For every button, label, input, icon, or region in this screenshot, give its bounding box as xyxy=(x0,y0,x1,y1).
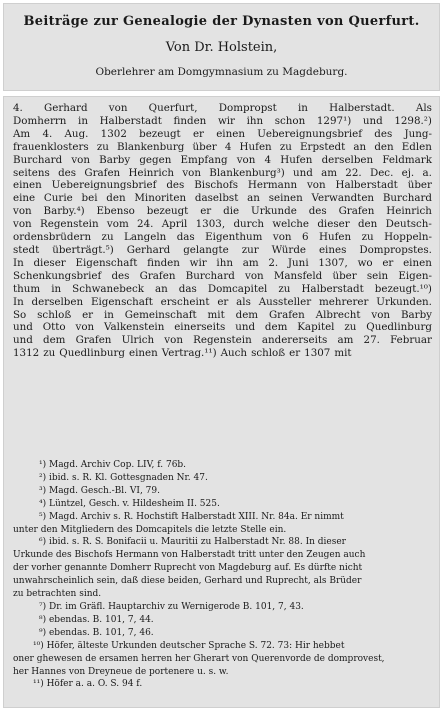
text-line: ordensbrüdern zu Langeln das Eigenthum von 6 Hufen zu Hoppeln- xyxy=(13,231,432,244)
footnote-line: ⁵) Magd. Archiv s. R. Hochstift Halberstadt XIII. Nr. 84a. Er nimmt xyxy=(39,511,344,522)
author-line: Von Dr. Holstein, xyxy=(165,40,278,55)
author-role: Oberlehrer am Domgymnasium zu Magdeburg. xyxy=(95,66,348,78)
article-title: Beiträge zur Genealogie der Dynasten von Querfurt. xyxy=(23,14,420,29)
text-line: In dieser Eigenschaft finden wir ihn am 2. Juni 1307, wo er einen xyxy=(13,256,432,269)
text-line: von Regenstein vom 24. April 1303, durch welche dieser den Deutsch- xyxy=(13,218,432,231)
main-paragraph xyxy=(13,102,432,360)
footnote-line: Urkunde des Bischofs Hermann von Halberstadt tritt unter den Zeugen auch xyxy=(13,550,366,561)
text-line: eine Curie bei den Minoriten daselbst an seinen Verwandten Burchard xyxy=(13,192,432,205)
footnote-line: der vorher genannte Domherr Ruprecht von Magdeburg auf. Es dürfte nicht xyxy=(13,563,363,574)
text-line: Am 4. Aug. 1302 bezeugt er einen Uebereignungsbrief des Jung- xyxy=(13,127,432,140)
text-line: und Otto von Valkenstein einerseits und dem Kapitel zu Quedlinburg xyxy=(13,321,432,334)
footnote-line: ⁸) ebendas. B. 101, 7, 44. xyxy=(39,614,154,625)
text-line: Domherrn in Halberstadt finden wir ihn schon 1297¹) und 1298.²) xyxy=(13,114,432,127)
footnote-line: ³) Magd. Gesch.-Bl. VI, 79. xyxy=(39,485,160,496)
text-line: stedt überträgt.⁵) Gerhard gelangte zur Würde eines Dompropstes. xyxy=(13,243,432,256)
text-line: Schenkungsbrief des Grafen Burchard von Mansfeld über sein Eigen- xyxy=(13,269,432,282)
footnote-line: unwahrscheinlich sein, daß diese beiden, Gerhard und Ruprecht, als Brüder xyxy=(13,576,362,587)
text-line: thum in Schwanebeck an das Domcapitel zu Halberstadt bezeugt.¹⁰) xyxy=(13,282,432,295)
text-line: 1312 zu Quedlinburg einen Vertrag.¹¹) Auch schloß er 1307 mit xyxy=(13,347,352,360)
footnote-line: ¹¹) Höfer a. a. O. S. 94 f. xyxy=(33,679,143,690)
body-panel xyxy=(3,96,440,708)
text-line: In derselben Eigenschaft erscheint er als Aussteller mehrerer Urkunden. xyxy=(13,295,432,308)
footnote-line: her Hannes von Dreyneue de portenere u. s. w. xyxy=(13,666,229,677)
footnote-line: ¹) Magd. Archiv Cop. LIV, f. 76b. xyxy=(39,460,187,470)
footnote-line: ⁹) ebendas. B. 101, 7, 46. xyxy=(39,627,154,638)
footnote-line: ⁷) Dr. im Gräfl. Hauptarchiv zu Wernigerode B. 101, 7, 43. xyxy=(39,601,304,612)
footnote-line: zu betrachten sind. xyxy=(13,589,102,600)
text-line: 4. Gerhard von Querfurt, Dompropst in Halberstadt. Als xyxy=(13,102,432,114)
text-line: und dem Grafen Ulrich von Regenstein andererseits am 27. Februar xyxy=(13,334,432,347)
footnote-line: ²) ibid. s. R. Kl. Gottesgnaden Nr. 47. xyxy=(39,472,208,483)
text-line: frauenklosters zu Blankenburg über 4 Hufen zu Erpstedt an den Edlen xyxy=(13,140,432,153)
text-line: von Barby.⁴) Ebenso bezeugt er die Urkunde des Grafen Heinrich xyxy=(13,205,432,218)
header-panel xyxy=(3,3,440,91)
footnote-line: ⁶) ibid. s. R. S. Bonifacii u. Mauritii zu Halberstadt Nr. 88. In dieser xyxy=(39,537,346,548)
footnote-line: ¹⁰) Höfer, älteste Urkunden deutscher Sprache S. 72. 73: Hir hebbet xyxy=(33,640,345,651)
footnotes xyxy=(13,459,432,691)
text-line: Burchard von Barby gegen Empfang von 4 Hufen derselben Feldmark xyxy=(13,153,432,166)
text-line: So schloß er in Gemeinschaft mit dem Grafen Albrecht von Barby xyxy=(13,308,432,321)
footnote-line: oner ghewesen de ersamen herren her Gherart von Querenvorde de domprovest, xyxy=(13,653,385,664)
text-line: seitens des Grafen Heinrich von Blankenburg³) und am 22. Dec. ej. a. xyxy=(13,166,432,179)
footnote-line: unter den Mitgliedern des Domcapitels die letzte Stelle ein. xyxy=(13,524,287,535)
text-line: einen Uebereignungsbrief des Bischofs Hermann von Halberstadt über xyxy=(13,179,432,192)
footnote-line: ⁴) Lüntzel, Gesch. v. Hildesheim II. 525. xyxy=(39,498,220,509)
